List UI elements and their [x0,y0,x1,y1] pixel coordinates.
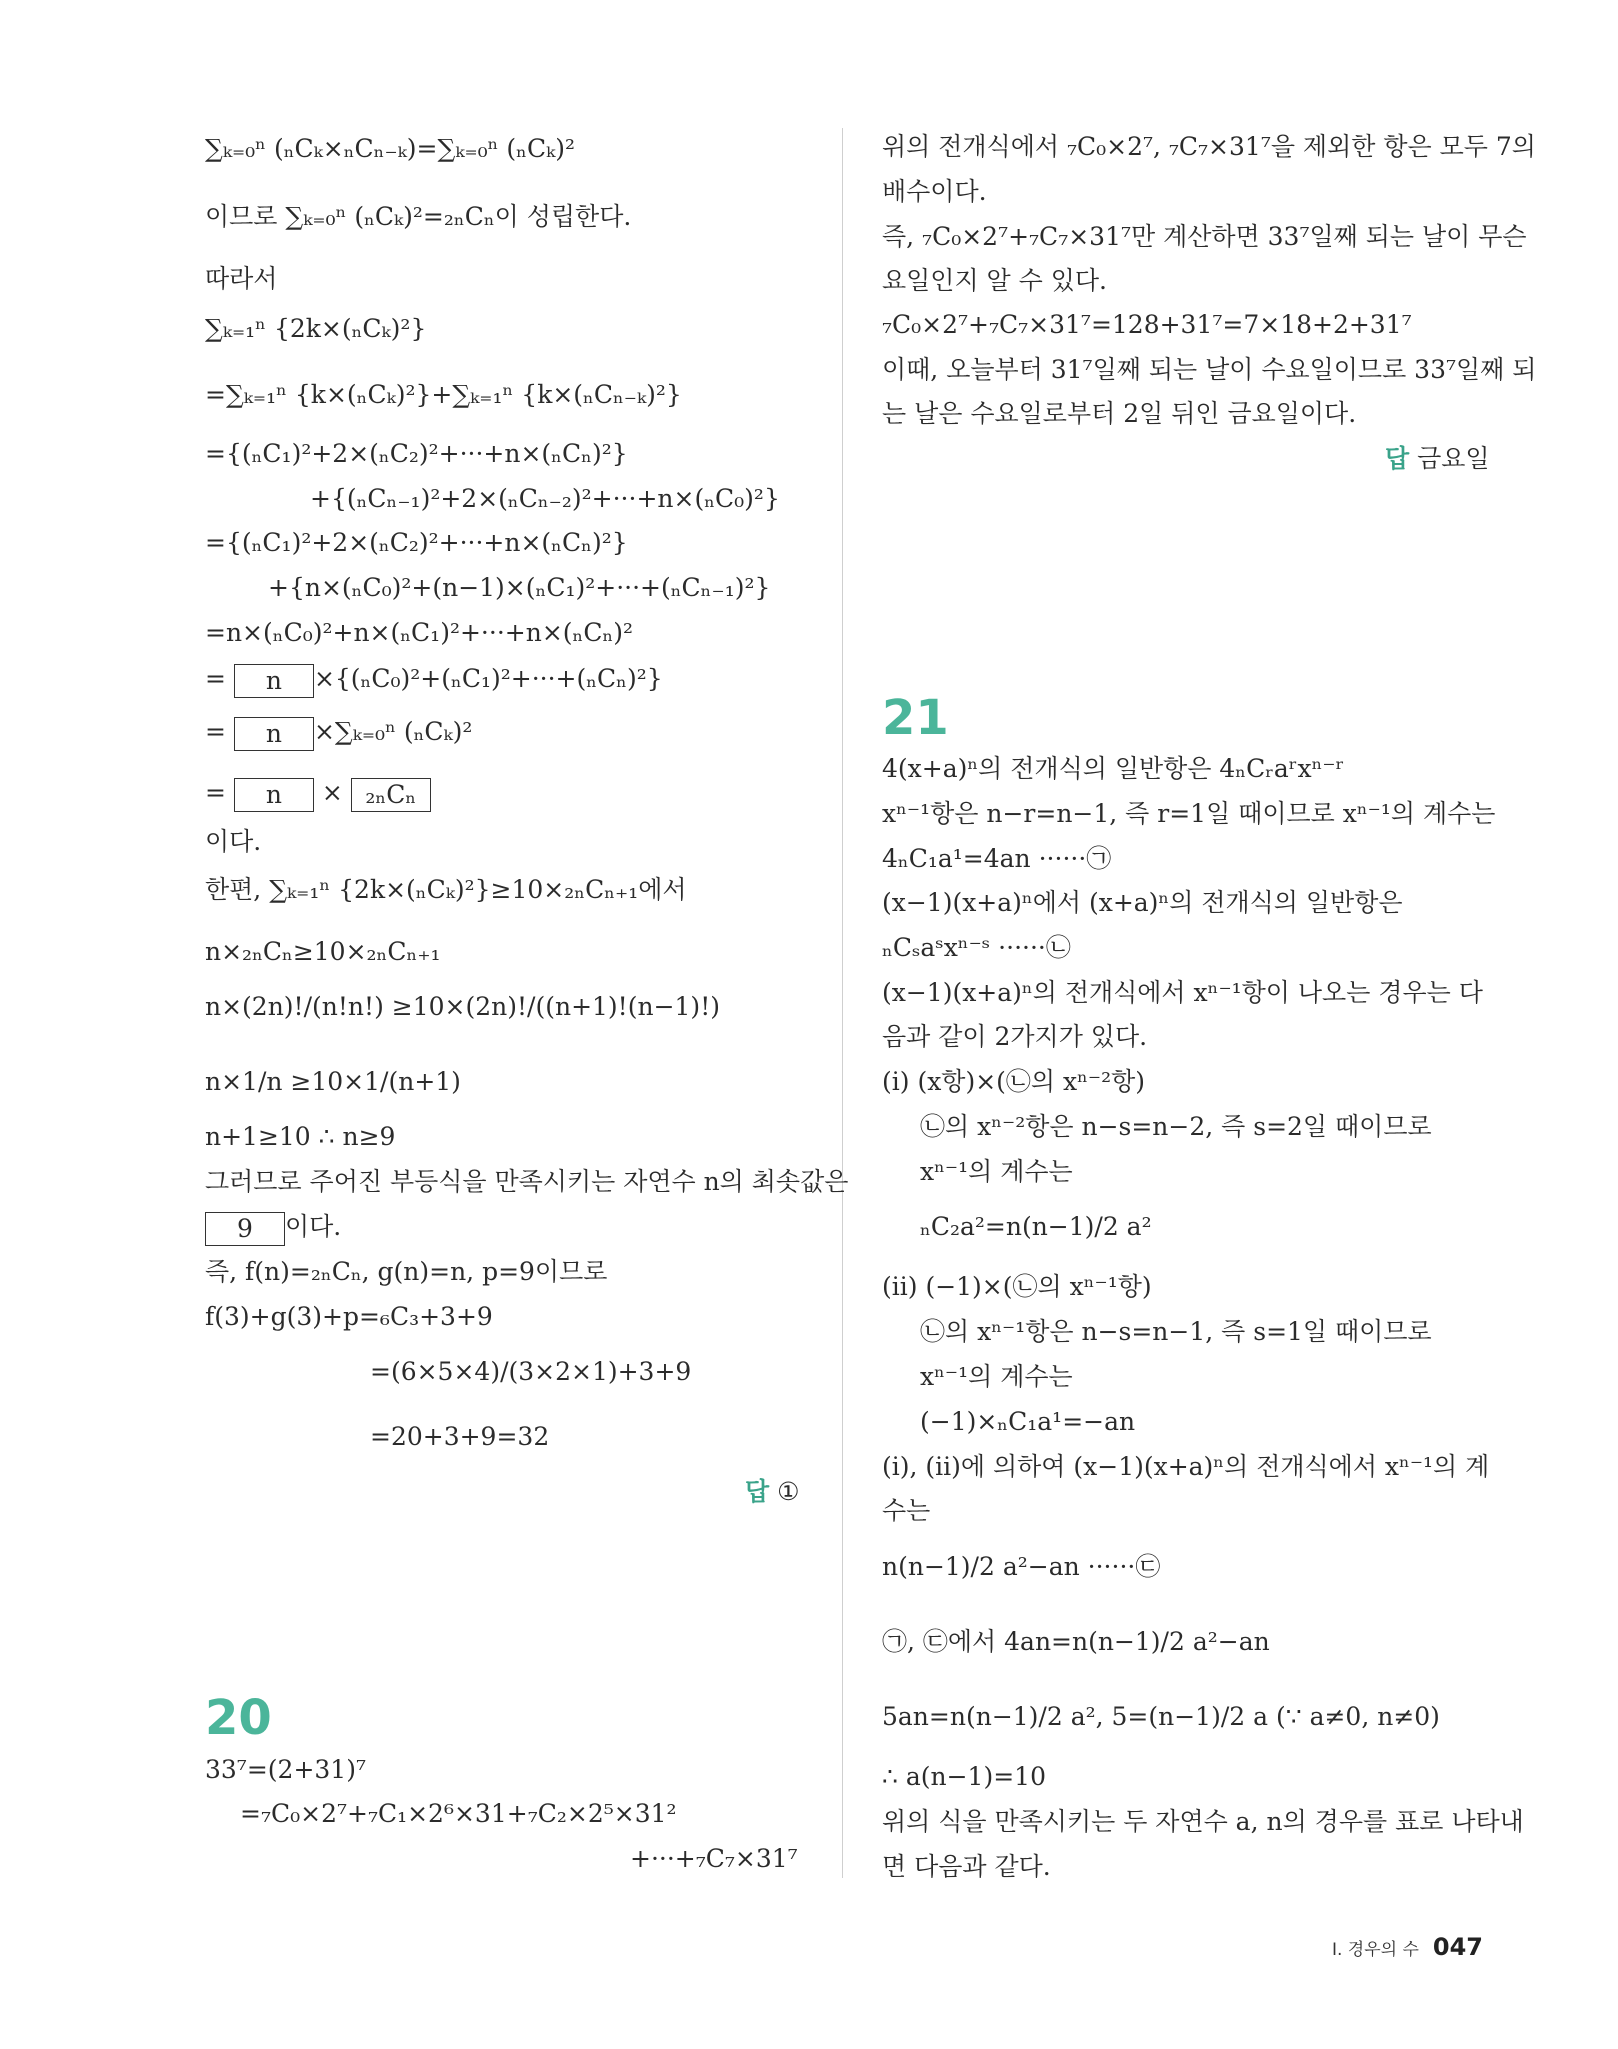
p21-line-8: (i) (x항)×(㉡의 xⁿ⁻²항) [882,1067,1146,1096]
left-line-11: = n ×{(ₙC₀)²+(ₙC₁)²+···+(ₙCₙ)²} [205,662,663,698]
left-line-19: n+1≥10 ∴ n≥9 [205,1122,396,1151]
right-line-3: 즉, ₇C₀×2⁷+₇C₇×31⁷만 계산하면 33⁷일째 되는 날이 무슨 [882,222,1527,251]
answer-19 [745,1475,800,1509]
p21-line-6: (x−1)(x+a)ⁿ의 전개식에서 xⁿ⁻¹항이 나오는 경우는 다 [882,978,1483,1007]
p21-line-11: ₙC₂a²=n(n−1)/2 a² [920,1212,1152,1241]
left-line-21-text: 이다. [285,1212,342,1241]
p20-line-3: +···+₇C₇×31⁷ [630,1844,798,1873]
p21-line-21: ∴ a(n−1)=10 [882,1762,1046,1791]
right-line-2: 배수이다. [882,177,987,206]
left-line-22: 즉, f(n)=₂ₙCₙ, g(n)=n, p=9이므로 [205,1257,608,1286]
left-line-17: n×(2n)!/(n!n!) ≥10×(2n)!/((n+1)!(n−1)!) [205,992,720,1021]
left-line-3: 따라서 [205,264,278,293]
left-line-1: ∑ₖ₌₀ⁿ (ₙCₖ×ₙCₙ₋ₖ)=∑ₖ₌₀ⁿ (ₙCₖ)² [205,134,576,163]
blank-box-2: n [234,717,314,751]
p21-line-20: 5an=n(n−1)/2 a², 5=(n−1)/2 a (∵ a≠0, n≠0) [882,1702,1440,1731]
answer-label: 답 [1385,444,1410,473]
right-line-7: 는 날은 수요일로부터 2일 뒤인 금요일이다. [882,399,1357,428]
p21-line-17: 수는 [882,1496,931,1525]
chapter-label: I. 경우의 수 [1331,1940,1419,1960]
answer-value: 금요일 [1417,444,1490,473]
left-line-6: ={(ₙC₁)²+2×(ₙC₂)²+···+n×(ₙCₙ)²} [205,439,628,468]
p21-line-22: 위의 식을 만족시키는 두 자연수 a, n의 경우를 표로 나타내 [882,1807,1524,1836]
right-line-1: 위의 전개식에서 ₇C₀×2⁷, ₇C₇×31⁷을 제외한 항은 모두 7의 [882,132,1536,161]
column-divider [842,128,843,1878]
left-line-16: n×₂ₙCₙ≥10×₂ₙCₙ₊₁ [205,937,441,966]
left-line-13: = n × ₂ₙCₙ [205,776,431,812]
p21-line-16: (i), (ii)에 의하여 (x−1)(x+a)ⁿ의 전개식에서 xⁿ⁻¹의 계 [882,1452,1490,1481]
p21-line-7: 음과 같이 2가지가 있다. [882,1022,1148,1051]
left-line-14: 이다. [205,827,262,856]
page-footer [1332,1932,1483,1961]
answer-20 [1385,442,1490,476]
blank-box-1: n [234,664,314,698]
p21-line-15: (−1)×ₙC₁a¹=−an [920,1407,1136,1436]
p21-line-18: n(n−1)/2 a²−an ······㉢ [882,1552,1161,1581]
p21-line-14: xⁿ⁻¹의 계수는 [920,1362,1073,1391]
answer-label: 답 [745,1477,770,1506]
page-number: 047 [1432,1933,1483,1961]
p20-line-1: 33⁷=(2+31)⁷ [205,1755,366,1784]
left-line-8: ={(ₙC₁)²+2×(ₙC₂)²+···+n×(ₙCₙ)²} [205,528,628,557]
p21-line-3: 4ₙC₁a¹=4an ······㉠ [882,844,1112,873]
left-line-18: n×1/n ≥10×1/(n+1) [205,1067,461,1096]
left-line-12: = n ×∑ₖ₌₀ⁿ (ₙCₖ)² [205,715,472,751]
p21-line-10: xⁿ⁻¹의 계수는 [920,1157,1073,1186]
left-line-11-text: ×{(ₙC₀)²+(ₙC₁)²+···+(ₙCₙ)²} [313,664,663,693]
right-line-4: 요일인지 알 수 있다. [882,266,1107,295]
left-line-10: =n×(ₙC₀)²+n×(ₙC₁)²+···+n×(ₙCₙ)² [205,618,634,647]
p21-line-19: ㉠, ㉢에서 4an=n(n−1)/2 a²−an [882,1627,1270,1656]
left-line-12-text: ×∑ₖ₌₀ⁿ (ₙCₖ)² [313,717,473,746]
right-line-5: ₇C₀×2⁷+₇C₇×31⁷=128+31⁷=7×18+2+31⁷ [882,310,1412,339]
blank-box-3: n [234,778,314,812]
p21-line-9: ㉡의 xⁿ⁻²항은 n−s=n−2, 즉 s=2일 때이므로 [920,1112,1432,1141]
blank-box-4: ₂ₙCₙ [351,778,431,812]
p21-line-12: (ii) (−1)×(㉡의 xⁿ⁻¹항) [882,1272,1152,1301]
p21-line-4: (x−1)(x+a)ⁿ에서 (x+a)ⁿ의 전개식의 일반항은 [882,888,1403,917]
right-line-6: 이때, 오늘부터 31⁷일째 되는 날이 수요일이므로 33⁷일째 되 [882,355,1537,384]
left-line-9: +{n×(ₙC₀)²+(n−1)×(ₙC₁)²+···+(ₙCₙ₋₁)²} [268,573,771,602]
left-line-24: =(6×5×4)/(3×2×1)+3+9 [370,1357,692,1386]
p21-line-2: xⁿ⁻¹항은 n−r=n−1, 즉 r=1일 때이므로 xⁿ⁻¹의 계수는 [882,799,1496,828]
problem-number-21: 21 [882,690,949,746]
left-line-23: f(3)+g(3)+p=₆C₃+3+9 [205,1302,493,1331]
left-line-25: =20+3+9=32 [370,1422,550,1451]
p20-line-2: =₇C₀×2⁷+₇C₁×2⁶×31+₇C₂×2⁵×31² [240,1799,677,1828]
left-line-7: +{(ₙCₙ₋₁)²+2×(ₙCₙ₋₂)²+···+n×(ₙC₀)²} [310,484,780,513]
left-line-20: 그러므로 주어진 부등식을 만족시키는 자연수 n의 최솟값은 [205,1167,849,1196]
p21-line-1: 4(x+a)ⁿ의 전개식의 일반항은 4ₙCᵣaʳxⁿ⁻ʳ [882,754,1345,783]
left-line-15: 한편, ∑ₖ₌₁ⁿ {2k×(ₙCₖ)²}≥10×₂ₙCₙ₊₁에서 [205,875,687,904]
left-line-21 [205,1210,341,1246]
p21-line-23: 면 다음과 같다. [882,1852,1051,1881]
p21-line-13: ㉡의 xⁿ⁻¹항은 n−s=n−1, 즉 s=1일 때이므로 [920,1317,1432,1346]
left-line-4: ∑ₖ₌₁ⁿ {2k×(ₙCₖ)²} [205,314,427,343]
p21-line-5: ₙCₛaˢxⁿ⁻ˢ ······㉡ [882,933,1071,962]
answer-value: ① [777,1477,800,1506]
problem-number-20: 20 [205,1690,272,1746]
left-line-2: 이므로 ∑ₖ₌₀ⁿ (ₙCₖ)²=₂ₙCₙ이 성립한다. [205,202,632,231]
blank-box-5: 9 [205,1212,285,1246]
left-line-5: =∑ₖ₌₁ⁿ {k×(ₙCₖ)²}+∑ₖ₌₁ⁿ {k×(ₙCₙ₋ₖ)²} [205,380,682,409]
